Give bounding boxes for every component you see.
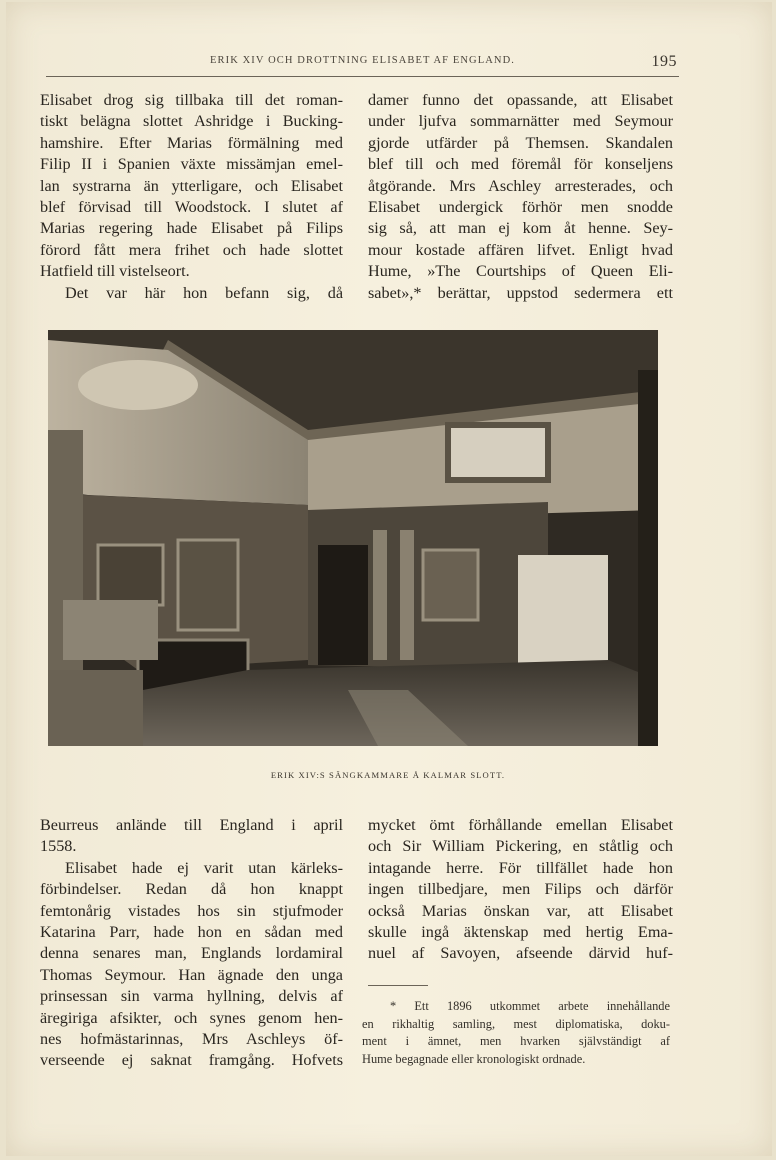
text-line: denna senares man, Englands lordamiral bbox=[40, 944, 343, 963]
text-line: mycket ömt förhållande emellan Elisabet bbox=[368, 816, 673, 834]
text-line: Beurreus anlände till England i april bbox=[40, 816, 343, 834]
text-line: Filip II i Spanien växte missämjan emel- bbox=[40, 155, 343, 174]
text-line: också Marias önskan var, att Elisabet bbox=[368, 901, 673, 920]
text-line: lan systrarna än ytterligare, och Elisabet bbox=[40, 176, 343, 195]
text-line: Elisabet hade ej varit utan kärleks- bbox=[65, 858, 343, 877]
text-line: förbindelser. Redan då hon knappt bbox=[40, 880, 343, 899]
text-line: verseende ej saknat framgång. Hofvets bbox=[40, 1051, 343, 1070]
text-line: prinsessan sin varma hyllning, delvis af bbox=[40, 987, 343, 1006]
text-line: sabet»,* berättar, uppstod sedermera ett bbox=[368, 283, 673, 302]
text-line: Elisabet undergick förhör men snodde bbox=[368, 197, 673, 216]
text-line: sig så, att man ej kom åt henne. Sey- bbox=[368, 219, 673, 238]
column-top-left bbox=[40, 90, 343, 304]
page-number: 195 bbox=[651, 53, 677, 70]
text-line: gjorde utfärder på Themsen. Skandalen bbox=[368, 133, 673, 152]
figure-caption: ERIK XIV:S SÄNGKAMMARE Å KALMAR SLOTT. bbox=[270, 770, 506, 780]
text-line: femtonårig vistades hos sin stjufmoder bbox=[40, 901, 343, 920]
text-line: Elisabet drog sig tillbaka till det roman- bbox=[40, 91, 343, 109]
running-title: ERIK XIV OCH DROTTNING ELISABET AF ENGLAND. bbox=[209, 55, 516, 66]
bedchamber-illustration bbox=[48, 330, 658, 746]
text-line: en rikhaltig samling, mest diplomatiska, doku- bbox=[362, 1016, 670, 1031]
text-line: Hume, »The Courtships of Queen Eli- bbox=[368, 262, 673, 281]
text-line: Marias regering hade Elisabet på Filips bbox=[40, 219, 343, 238]
text-line: nuel af Savoyen, afseende därvid huf- bbox=[368, 944, 673, 963]
text-line: förord fått mera frihet och hade slottet bbox=[40, 240, 343, 259]
text-line: ment i ämnet, men hvarken självständigt af bbox=[362, 1034, 670, 1049]
text-line: ingen tillbedjare, men Filips och därför bbox=[368, 880, 673, 899]
text-line: blef till och med föremål för konseljens bbox=[368, 155, 673, 174]
footnote-divider bbox=[368, 985, 428, 986]
column-bottom-right bbox=[368, 815, 673, 965]
column-top-right bbox=[368, 90, 673, 304]
text-line: Det var här hon befann sig, då bbox=[65, 283, 343, 302]
text-line: Katarina Parr, hade hon en sådan med bbox=[40, 922, 343, 941]
footnote bbox=[362, 998, 670, 1068]
text-line: åtgörande. Mrs Aschley arresterades, och bbox=[368, 176, 673, 195]
text-line: hamshire. Efter Marias förmälning med bbox=[40, 133, 343, 152]
text-line: tiskt belägna slottet Ashridge i Bucking- bbox=[40, 112, 343, 131]
figure-photograph-bedchamber bbox=[48, 330, 658, 746]
text-line: under ljufva sommarnätter med Seymour bbox=[368, 112, 673, 131]
text-line: Thomas Seymour. Han ägnade den unga bbox=[40, 965, 343, 984]
text-line: * Ett 1896 utkommet arbete innehållande bbox=[390, 999, 670, 1013]
text-line: damer funno det opassande, att Elisabet bbox=[368, 91, 673, 109]
text-line: Hatfield till vistelseort. bbox=[40, 262, 190, 281]
text-line: nes hofmästarinnas, Mrs Aschleys öf- bbox=[40, 1029, 343, 1048]
text-line: blef förvisad till Woodstock. I slutet af bbox=[40, 197, 343, 216]
text-line: intagande herre. För tillfället hade hon bbox=[368, 858, 673, 877]
text-line: äregiriga afsikter, och synes genom hen- bbox=[40, 1008, 343, 1027]
text-line: skulle ingå äktenskap med hertig Ema- bbox=[368, 922, 673, 941]
text-line: och Sir William Pickering, en ståtlig och bbox=[368, 837, 673, 856]
column-bottom-left bbox=[40, 815, 343, 1072]
text-line: 1558. bbox=[40, 837, 77, 856]
text-line: Hume begagnade eller kronologiskt ordnade. bbox=[362, 1051, 586, 1066]
running-header bbox=[46, 54, 679, 77]
text-line: mour kostade affären lifvet. Enligt hvad bbox=[368, 240, 673, 259]
